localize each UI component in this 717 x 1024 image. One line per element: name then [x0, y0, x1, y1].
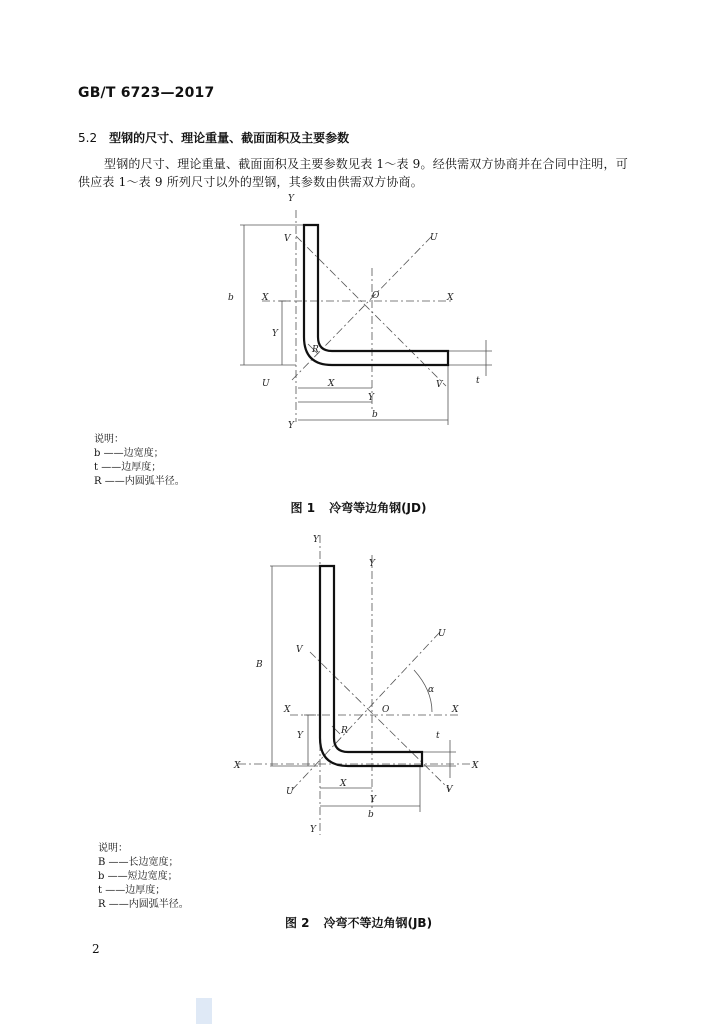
legend-title: 说明：: [94, 434, 124, 445]
label-v-left: V: [284, 234, 291, 244]
label-v-left: V: [296, 645, 303, 655]
label-y1-top: Y: [288, 194, 294, 204]
standard-code: GB/T 6723—2017: [78, 85, 215, 101]
caption-title: 冷弯等边角钢(JD): [329, 501, 427, 515]
label-t: t: [436, 731, 440, 741]
label-x0: X: [328, 379, 335, 389]
label-r: R: [312, 345, 319, 355]
figure2-caption: [0, 914, 717, 931]
label-o: O: [372, 291, 380, 301]
label-v-right: V: [436, 380, 443, 390]
label-y0: Y: [297, 731, 303, 741]
section-paragraph: 型钢的尺寸、理论重量、截面面积及主要参数见表 1～表 9。经供需双方协商并在合同中注明，可供应表 1～表 9 所列尺寸以外的型钢，其参数由供需双方协商。: [78, 157, 628, 189]
label-x-right: X: [447, 293, 454, 303]
legend-item: R ——内圆弧半径。: [98, 899, 189, 910]
label-x1-left: X: [234, 761, 241, 771]
legend-item: R ——内圆弧半径。: [94, 476, 185, 487]
legend-item: b ——边宽度；: [94, 448, 164, 459]
figure2-legend: [98, 842, 189, 912]
label-x1-right: X: [472, 761, 479, 771]
label-b-long: B: [256, 660, 263, 670]
caption-number: 图 2: [284, 916, 310, 930]
legend-title: 说明：: [98, 843, 128, 854]
section-title: 型钢的尺寸、理论重量、截面面积及主要参数: [109, 131, 350, 145]
label-u-right: U: [438, 629, 446, 639]
label-b-left: b: [228, 293, 234, 303]
label-x-left: X: [262, 293, 269, 303]
label-alpha: α: [428, 685, 435, 695]
label-y1-bottom: Y: [288, 421, 294, 431]
label-o: O: [382, 705, 390, 715]
label-u-left: U: [286, 787, 294, 797]
label-y1-bottom: Y: [310, 825, 316, 835]
label-y-top: Y: [369, 559, 375, 569]
label-y1-top: Y: [313, 535, 319, 545]
watermark-mark: [196, 998, 212, 1024]
angle-profile-2: [320, 566, 422, 766]
label-y-bottom: Y: [370, 795, 376, 805]
label-x-right: X: [452, 705, 459, 715]
legend-item: B ——长边宽度；: [98, 857, 179, 868]
label-r: R: [341, 726, 348, 736]
label-b-bottom: b: [372, 410, 378, 420]
label-x-left: X: [284, 705, 291, 715]
label-t: t: [476, 376, 480, 386]
legend-item: b ——短边宽度；: [98, 871, 178, 882]
label-b-bottom: b: [368, 810, 374, 820]
caption-number: 图 1: [290, 501, 316, 515]
legend-item: t ——边厚度；: [98, 885, 166, 896]
page-number: 2: [92, 942, 100, 956]
label-y-bottom: Y: [368, 393, 374, 403]
label-u-left: U: [262, 379, 270, 389]
label-x0: X: [340, 779, 347, 789]
section-number: 5.2: [78, 131, 98, 145]
caption-title: 冷弯不等边角钢(JB): [323, 916, 433, 930]
label-v-right: V: [446, 785, 453, 795]
legend-item: t ——边厚度；: [94, 462, 162, 473]
label-u-right: U: [430, 233, 438, 243]
label-y0: Y: [272, 329, 278, 339]
